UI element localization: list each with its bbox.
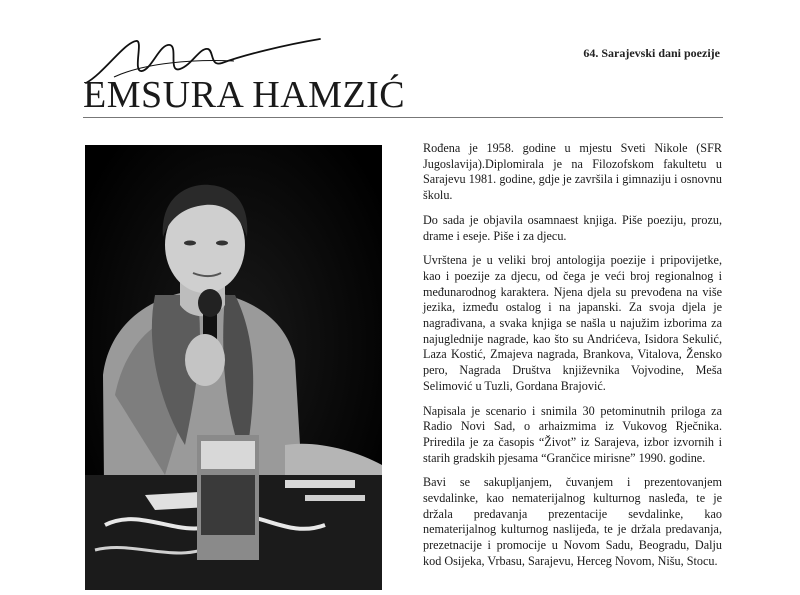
bio-paragraph-3: Uvrštena je u veliki broj antologija poezije i pripovijetke, kao i poezije za djecu, od čega je veći broj regionalnog i međunarodnog karaktera. Njena djela su prevođena na više jezika, između ostalog i na japanski. Za svoja djela je nagrađivana, a svaka knjiga se našla u najužim izborima za najuglednije nagrade, kao što su Andrićeva, Isidora Sekulić, Laza Kostić, Zmajeva nagrada, Brankova, Vitalova, Žensko pero, Nagrada Društva književnika Vojvodine, Meša Selimović u Tuzli, Gordana Brajović.	[423, 253, 722, 393]
biography	[423, 141, 722, 579]
author-name: EMSURA HAMZIĆ	[83, 74, 406, 116]
portrait-photo-icon	[85, 145, 382, 590]
header-divider	[83, 117, 723, 118]
portrait-photo	[85, 145, 382, 590]
bio-paragraph-1: Rođena je 1958. godine u mjestu Sveti Nikole (SFR Jugoslavija).Diplomirala je na Filozofskom fakultetu u Sarajevu 1981. godine, gdje je završila i gimnaziju i osnovnu školu.	[423, 141, 722, 203]
bio-paragraph-4: Napisala je scenario i snimila 30 petominutnih priloga za Radio Novi Sad, o arhaizmima iz Vukovog Rječnika. Priredila je za časopis “Život” iz Sarajeva, izbor izvornih i starih gradskih pjesama “Grančice mirisne” 1990. godine.	[423, 403, 722, 465]
event-title: 64. Sarajevski dani poezije	[583, 46, 720, 60]
bio-paragraph-5: Bavi se sakupljanjem, čuvanjem i prezentovanjem sevdalinke, kao nematerijalnog kulturnog nasleđa, te je držala predavanja prezentacije sevdalinke, kao nematerijalnog kulturnog naslijeđa, te je držala predavanja, prezetnacije i promocije u Novom Sadu, Beogradu, Dalju kod Osijeka, Vrbasu, Sarajevu, Herceg Novom, Nišu, Stocu.	[423, 475, 722, 568]
bio-paragraph-2: Do sada je objavila osamnaest knjiga. Piše poeziju, prozu, drame i eseje. Piše i za djecu.	[423, 212, 722, 243]
